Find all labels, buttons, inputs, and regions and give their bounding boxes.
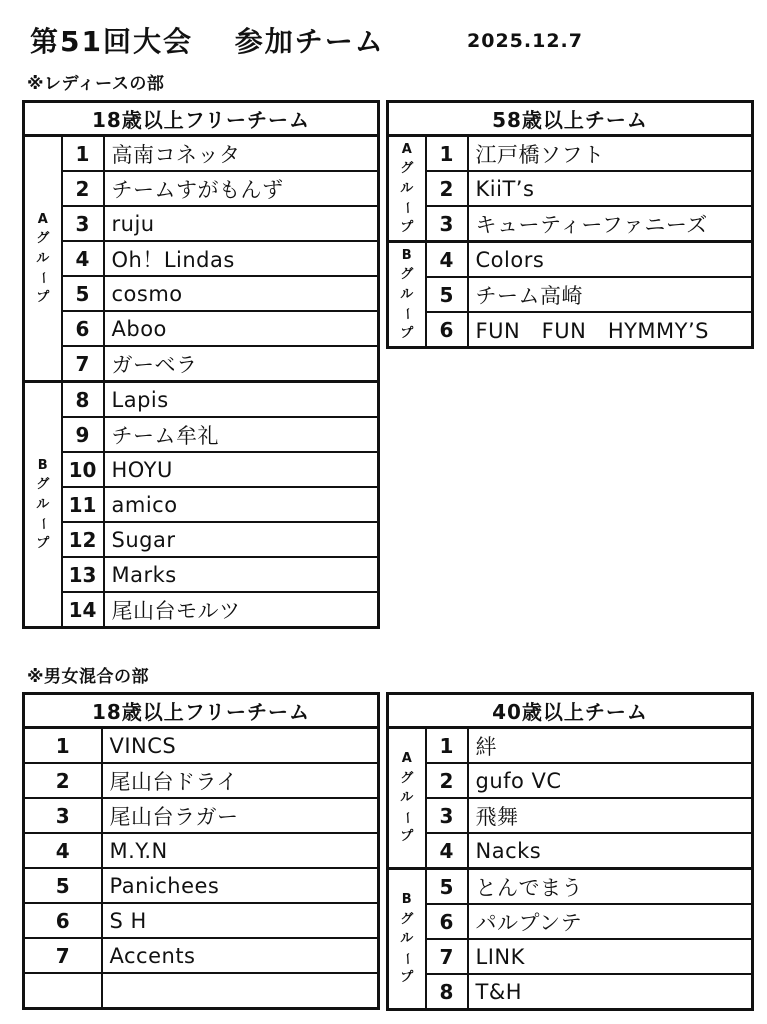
team-name: T&H [468, 974, 753, 1010]
group-a-cell: A グ ル ー プ [388, 136, 426, 242]
table-row [24, 868, 379, 903]
team-number: 12 [62, 522, 104, 557]
table-row [24, 798, 379, 833]
team-name: 高南コネッタ [104, 136, 379, 172]
team-name: LINK [468, 939, 753, 974]
table-header: 18歳以上フリーチーム [24, 694, 379, 728]
mixed-section-tables [22, 692, 754, 1011]
team-number: 1 [62, 136, 104, 172]
team-number: 5 [426, 277, 468, 312]
team-number: 6 [62, 311, 104, 346]
team-number: 4 [62, 241, 104, 276]
team-number: 4 [24, 833, 102, 868]
team-number: 7 [24, 938, 102, 973]
table-row [388, 904, 753, 939]
table-header-row [24, 102, 379, 136]
team-name: 尾山台ラガー [102, 798, 379, 833]
table-header-row [388, 102, 753, 136]
team-number: 2 [426, 171, 468, 206]
team-name: チーム牟礼 [104, 417, 379, 452]
table-row [24, 382, 379, 418]
table-row [24, 833, 379, 868]
group-b-cell: B グ ル ー プ [24, 382, 62, 628]
section-label-ladies: ※レディースの部 [27, 74, 165, 94]
team-number: 6 [426, 904, 468, 939]
table-row [24, 311, 379, 346]
team-number: 6 [24, 903, 102, 938]
team-name: Marks [104, 557, 379, 592]
table-header: 40歳以上チーム [388, 694, 753, 728]
table-header: 58歳以上チーム [388, 102, 753, 136]
mixed-free-table [22, 692, 380, 1010]
team-name: 飛舞 [468, 798, 753, 833]
team-name: cosmo [104, 276, 379, 311]
team-number: 7 [426, 939, 468, 974]
table-row [24, 171, 379, 206]
table-row [24, 938, 379, 973]
team-name: FUN FUN HYMMY’S [468, 312, 753, 348]
ladies-section-tables [22, 100, 754, 629]
table-row [388, 136, 753, 172]
team-number: 9 [62, 417, 104, 452]
team-name: VINCS [102, 728, 379, 764]
team-name: 絆 [468, 728, 753, 764]
page-title: 第51回大会 参加チーム [30, 25, 385, 58]
team-name: パルプンテ [468, 904, 753, 939]
team-number: 4 [426, 242, 468, 278]
table-row [24, 487, 379, 522]
team-name: Aboo [104, 311, 379, 346]
team-name: Lapis [104, 382, 379, 418]
team-number: 3 [24, 798, 102, 833]
team-number: 3 [426, 798, 468, 833]
table-row [388, 974, 753, 1010]
table-row-empty [24, 973, 379, 1009]
table-header-row [24, 694, 379, 728]
team-number: 11 [62, 487, 104, 522]
team-name: S H [102, 903, 379, 938]
team-number: 5 [426, 869, 468, 905]
table-row [24, 206, 379, 241]
team-name: チームすがもんず [104, 171, 379, 206]
table-row [388, 242, 753, 278]
team-name: HOYU [104, 452, 379, 487]
group-b-cell: B グ ル ー プ [388, 242, 426, 348]
table-row [388, 312, 753, 348]
team-name: 尾山台ドライ [102, 763, 379, 798]
table-row [388, 798, 753, 833]
team-number: 3 [62, 206, 104, 241]
ladies-free-table [22, 100, 380, 629]
team-number [24, 973, 102, 1009]
team-name: M.Y.N [102, 833, 379, 868]
team-name: Sugar [104, 522, 379, 557]
team-name: 尾山台モルツ [104, 592, 379, 628]
document-date: 2025.12.7 [467, 30, 583, 52]
team-number: 1 [426, 728, 468, 764]
team-name: チーム高崎 [468, 277, 753, 312]
table-row [24, 452, 379, 487]
table-row [24, 346, 379, 382]
table-row [24, 763, 379, 798]
team-number: 8 [426, 974, 468, 1010]
group-b-cell: B グ ル ー プ [388, 869, 426, 1010]
team-number: 13 [62, 557, 104, 592]
team-number: 1 [24, 728, 102, 764]
table-row [24, 417, 379, 452]
ladies-58-table [386, 100, 754, 349]
team-number: 7 [62, 346, 104, 382]
table-row [388, 833, 753, 869]
table-row [24, 728, 379, 764]
table-row [24, 276, 379, 311]
team-number: 2 [62, 171, 104, 206]
table-row [24, 522, 379, 557]
team-name: Panichees [102, 868, 379, 903]
group-a-cell: A グ ル ー プ [388, 728, 426, 869]
table-row [388, 869, 753, 905]
table-row [388, 277, 753, 312]
team-name: KiiT’s [468, 171, 753, 206]
team-number: 3 [426, 206, 468, 242]
table-row [24, 241, 379, 276]
team-name [102, 973, 379, 1009]
table-row [388, 206, 753, 242]
table-row [24, 903, 379, 938]
team-number: 5 [62, 276, 104, 311]
team-number: 8 [62, 382, 104, 418]
group-a-cell: A グ ル ー プ [24, 136, 62, 382]
team-number: 6 [426, 312, 468, 348]
team-name: 江戸橋ソフト [468, 136, 753, 172]
team-name: Accents [102, 938, 379, 973]
team-name: ガーベラ [104, 346, 379, 382]
team-name: Nacks [468, 833, 753, 869]
table-row [388, 171, 753, 206]
team-number: 1 [426, 136, 468, 172]
mixed-40-table [386, 692, 754, 1011]
team-number: 2 [426, 763, 468, 798]
table-row [24, 557, 379, 592]
team-name: Colors [468, 242, 753, 278]
team-number: 10 [62, 452, 104, 487]
table-row [388, 939, 753, 974]
team-name: キューティーファニーズ [468, 206, 753, 242]
team-number: 2 [24, 763, 102, 798]
section-label-mixed: ※男女混合の部 [27, 667, 150, 687]
team-name: amico [104, 487, 379, 522]
table-row [24, 592, 379, 628]
team-name: とんでまう [468, 869, 753, 905]
team-number: 14 [62, 592, 104, 628]
table-header-row [388, 694, 753, 728]
team-name: gufo VC [468, 763, 753, 798]
table-row [388, 763, 753, 798]
table-row [388, 728, 753, 764]
team-number: 4 [426, 833, 468, 869]
team-number: 5 [24, 868, 102, 903]
table-row [24, 136, 379, 172]
table-header: 18歳以上フリーチーム [24, 102, 379, 136]
team-name: Oh！Lindas [104, 241, 379, 276]
team-name: ruju [104, 206, 379, 241]
